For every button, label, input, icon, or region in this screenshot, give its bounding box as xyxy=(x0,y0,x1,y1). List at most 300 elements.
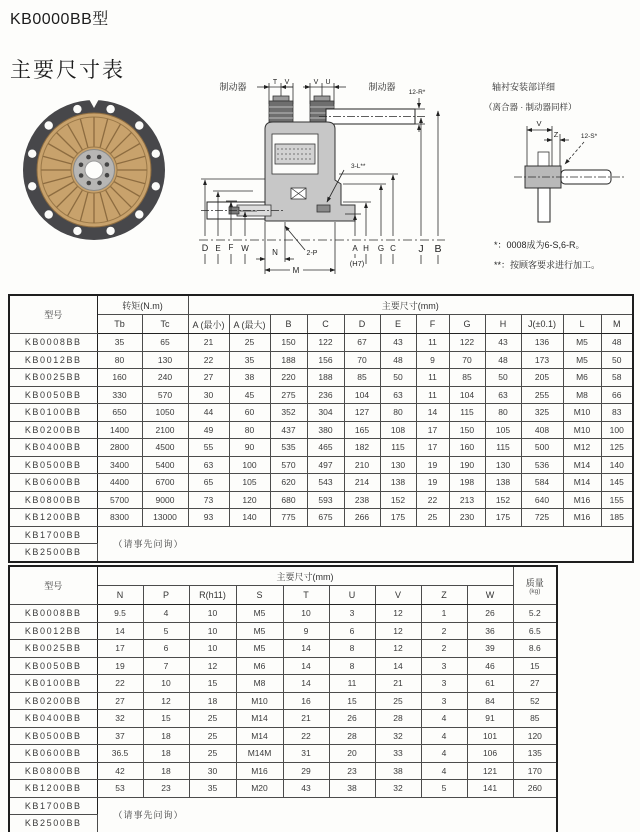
value-cell: 8300 xyxy=(97,509,142,527)
value-cell: 198 xyxy=(449,474,485,492)
value-cell: 213 xyxy=(449,491,485,509)
table-row xyxy=(9,491,633,509)
label-dim-a: A xyxy=(352,244,358,253)
value-cell: 141 xyxy=(467,780,513,798)
value-cell: 380 xyxy=(307,421,344,439)
value-cell: 155 xyxy=(601,491,633,509)
value-cell: 10 xyxy=(283,605,329,623)
value-cell: 43 xyxy=(283,780,329,798)
value-cell: 46 xyxy=(467,657,513,675)
value-cell: 214 xyxy=(344,474,380,492)
value-cell: 5700 xyxy=(97,491,142,509)
value-cell: 115 xyxy=(380,439,416,457)
label-dim-n: N xyxy=(272,248,278,257)
table-row xyxy=(9,762,557,780)
column-header-torque: 转矩(N.m) xyxy=(97,295,188,315)
value-cell: 130 xyxy=(485,456,521,474)
column-header-model: 型号 xyxy=(9,566,97,605)
value-cell: 210 xyxy=(344,456,380,474)
value-cell: M16 xyxy=(236,762,283,780)
mass-label: 质量 xyxy=(525,578,544,588)
value-cell: 48 xyxy=(380,351,416,369)
value-cell: 53 xyxy=(97,780,143,798)
value-cell: 22 xyxy=(283,727,329,745)
value-cell: 66 xyxy=(601,386,633,404)
value-cell: 535 xyxy=(270,439,307,457)
table-row xyxy=(9,727,557,745)
value-cell: 61 xyxy=(467,675,513,693)
column-header: Z xyxy=(421,586,467,605)
value-cell: 104 xyxy=(344,386,380,404)
model-cell: KB0008BB xyxy=(9,334,97,352)
label-detail-12s: 12-S* xyxy=(580,133,598,140)
value-cell: 120 xyxy=(513,727,557,745)
value-cell: 570 xyxy=(270,456,307,474)
value-cell: 30 xyxy=(189,762,236,780)
footnote-1: *：0008成为6-S,6-R。 xyxy=(494,240,585,250)
value-cell: 3 xyxy=(421,675,467,693)
value-cell: 11 xyxy=(416,369,449,387)
cross-section-diagram xyxy=(193,74,460,292)
label-dim-12r: 12-R* xyxy=(408,89,426,96)
table-row xyxy=(9,509,633,527)
value-cell: 408 xyxy=(521,421,563,439)
value-cell: 50 xyxy=(485,369,521,387)
column-header-model: 型号 xyxy=(9,295,97,334)
value-cell: 17 xyxy=(97,640,143,658)
value-cell: 63 xyxy=(485,386,521,404)
value-cell: 80 xyxy=(229,421,270,439)
label-dim-e: E xyxy=(215,244,221,253)
label-dim-v2: V xyxy=(313,79,319,86)
value-cell: 60 xyxy=(229,404,270,422)
value-cell: 165 xyxy=(344,421,380,439)
value-cell: M5 xyxy=(236,622,283,640)
value-cell: 205 xyxy=(521,369,563,387)
value-cell: 122 xyxy=(307,334,344,352)
value-cell: 35 xyxy=(189,780,236,798)
value-cell: 23 xyxy=(143,780,189,798)
value-cell: 14 xyxy=(375,657,421,675)
value-cell: 11 xyxy=(416,334,449,352)
value-cell: 84 xyxy=(467,692,513,710)
caption-brake-left: 制动器 xyxy=(219,82,247,92)
value-cell: 28 xyxy=(375,710,421,728)
model-cell: KB1200BB xyxy=(9,509,97,527)
value-cell: 44 xyxy=(188,404,229,422)
value-cell: 36 xyxy=(467,622,513,640)
value-cell: 136 xyxy=(521,334,563,352)
value-cell: 90 xyxy=(229,439,270,457)
label-dim-m: M xyxy=(292,266,300,275)
value-cell: 63 xyxy=(380,386,416,404)
table-row xyxy=(9,369,633,387)
table-row xyxy=(9,474,633,492)
value-cell: M8 xyxy=(563,386,601,404)
value-cell: 25 xyxy=(416,509,449,527)
value-cell: 12 xyxy=(375,605,421,623)
column-header: U xyxy=(329,586,375,605)
mass-unit: (kg) xyxy=(529,588,541,595)
value-cell: 325 xyxy=(521,404,563,422)
value-cell: 6700 xyxy=(142,474,188,492)
value-cell: 150 xyxy=(270,334,307,352)
value-cell: 22 xyxy=(97,675,143,693)
value-cell: 85 xyxy=(513,710,557,728)
column-header: S xyxy=(236,586,283,605)
table-row xyxy=(9,640,557,658)
model-cell: KB0050BB xyxy=(9,657,97,675)
value-cell: 14 xyxy=(283,675,329,693)
value-cell: M5 xyxy=(236,640,283,658)
value-cell: 37 xyxy=(97,727,143,745)
value-cell: 17 xyxy=(416,421,449,439)
value-cell: 135 xyxy=(513,745,557,763)
value-cell: M14 xyxy=(236,710,283,728)
model-cell: KB0050BB xyxy=(9,386,97,404)
model-cell: KB0400BB xyxy=(9,710,97,728)
value-cell: 27 xyxy=(188,369,229,387)
value-cell: 127 xyxy=(344,404,380,422)
value-cell: 18 xyxy=(143,745,189,763)
column-header: T xyxy=(283,586,329,605)
model-cell: KB0012BB xyxy=(9,622,97,640)
value-cell: 145 xyxy=(601,474,633,492)
value-cell: 36.5 xyxy=(97,745,143,763)
caption-brake-right: 制动器 xyxy=(368,82,396,92)
value-cell: 593 xyxy=(307,491,344,509)
value-cell: M12 xyxy=(563,439,601,457)
value-cell: 138 xyxy=(380,474,416,492)
value-cell: 80 xyxy=(380,404,416,422)
value-cell: 70 xyxy=(344,351,380,369)
value-cell: 65 xyxy=(142,334,188,352)
model-cell: KB0600BB xyxy=(9,474,97,492)
value-cell: 188 xyxy=(307,369,344,387)
value-cell: 6 xyxy=(143,640,189,658)
value-cell: 38 xyxy=(329,780,375,798)
column-header: F xyxy=(416,315,449,334)
value-cell: 91 xyxy=(467,710,513,728)
value-cell: 28 xyxy=(329,727,375,745)
value-cell: 188 xyxy=(270,351,307,369)
value-cell: 1050 xyxy=(142,404,188,422)
value-cell: 52 xyxy=(513,692,557,710)
value-cell: 9 xyxy=(416,351,449,369)
table-row xyxy=(9,780,557,798)
value-cell: 55 xyxy=(188,439,229,457)
model-cell: KB1700BB xyxy=(9,797,97,815)
value-cell: 22 xyxy=(188,351,229,369)
value-cell: 80 xyxy=(485,404,521,422)
column-header: R(h11) xyxy=(189,586,236,605)
value-cell: 330 xyxy=(97,386,142,404)
model-cell: KB0008BB xyxy=(9,605,97,623)
value-cell: 4 xyxy=(421,710,467,728)
value-cell: 640 xyxy=(521,491,563,509)
value-cell: 25 xyxy=(375,692,421,710)
value-cell: 32 xyxy=(97,710,143,728)
value-cell: 2 xyxy=(421,622,467,640)
model-cell: KB0500BB xyxy=(9,727,97,745)
value-cell: 19 xyxy=(97,657,143,675)
value-cell: 30 xyxy=(188,386,229,404)
value-cell: 11 xyxy=(416,386,449,404)
label-dim-c: C xyxy=(390,244,396,253)
value-cell: 22 xyxy=(416,491,449,509)
value-cell: 35 xyxy=(229,351,270,369)
value-cell: 14 xyxy=(416,404,449,422)
value-cell: 160 xyxy=(97,369,142,387)
value-cell: 9000 xyxy=(142,491,188,509)
value-cell: 80 xyxy=(97,351,142,369)
value-cell: 4 xyxy=(421,762,467,780)
value-cell: M5 xyxy=(563,334,601,352)
value-cell: 650 xyxy=(97,404,142,422)
value-cell: 105 xyxy=(485,421,521,439)
section-title: 主要尺寸表 xyxy=(10,59,125,82)
column-header: H xyxy=(485,315,521,334)
value-cell: 352 xyxy=(270,404,307,422)
value-cell: 8 xyxy=(329,657,375,675)
table-row xyxy=(9,797,557,815)
value-cell: 5 xyxy=(421,780,467,798)
value-cell: 236 xyxy=(307,386,344,404)
model-cell: KB0600BB xyxy=(9,745,97,763)
value-cell: 220 xyxy=(270,369,307,387)
value-cell: 29 xyxy=(283,762,329,780)
value-cell: 12 xyxy=(375,640,421,658)
value-cell: 140 xyxy=(601,456,633,474)
value-cell: 25 xyxy=(189,710,236,728)
value-cell: 5400 xyxy=(142,456,188,474)
model-cell: KB0025BB xyxy=(9,369,97,387)
value-cell: 38 xyxy=(229,369,270,387)
value-cell: M6 xyxy=(563,369,601,387)
value-cell: 18 xyxy=(189,692,236,710)
value-cell: 12 xyxy=(143,692,189,710)
table-row xyxy=(9,456,633,474)
value-cell: 85 xyxy=(449,369,485,387)
value-cell: 31 xyxy=(283,745,329,763)
value-cell: 175 xyxy=(485,509,521,527)
column-header: A (最小) xyxy=(188,315,229,334)
column-header: J(±0.1) xyxy=(521,315,563,334)
value-cell: 7 xyxy=(143,657,189,675)
value-cell: 6.5 xyxy=(513,622,557,640)
value-cell: 27 xyxy=(513,675,557,693)
value-cell: 266 xyxy=(344,509,380,527)
value-cell: 43 xyxy=(380,334,416,352)
value-cell: 106 xyxy=(467,745,513,763)
value-cell: 21 xyxy=(188,334,229,352)
value-cell: 497 xyxy=(307,456,344,474)
value-cell: 16 xyxy=(283,692,329,710)
product-photo xyxy=(10,97,186,244)
value-cell: M16 xyxy=(563,491,601,509)
value-cell: 138 xyxy=(485,474,521,492)
value-cell: 3400 xyxy=(97,456,142,474)
label-dim-u: U xyxy=(325,79,331,86)
value-cell: 73 xyxy=(188,491,229,509)
value-cell: 18 xyxy=(143,727,189,745)
value-cell: 50 xyxy=(380,369,416,387)
column-header: L xyxy=(563,315,601,334)
model-cell: KB0100BB xyxy=(9,404,97,422)
value-cell: 9 xyxy=(283,622,329,640)
value-cell: 48 xyxy=(601,334,633,352)
value-cell: 35 xyxy=(97,334,142,352)
value-cell: 48 xyxy=(485,351,521,369)
value-cell: 33 xyxy=(375,745,421,763)
model-cell: KB0800BB xyxy=(9,762,97,780)
value-cell: 11 xyxy=(329,675,375,693)
value-cell: 38 xyxy=(375,762,421,780)
value-cell: 3 xyxy=(421,657,467,675)
table-row xyxy=(9,351,633,369)
value-cell: 100 xyxy=(229,456,270,474)
dimension-table-2 xyxy=(8,565,558,832)
table-row xyxy=(9,526,633,544)
value-cell: 45 xyxy=(229,386,270,404)
column-header-dims: 主要尺寸(mm) xyxy=(97,566,513,586)
column-header: C xyxy=(307,315,344,334)
table-row xyxy=(9,421,633,439)
value-cell: 3 xyxy=(329,605,375,623)
bushing-detail-diagram xyxy=(458,76,640,294)
table-row xyxy=(9,334,633,352)
value-cell: 115 xyxy=(485,439,521,457)
value-cell: 570 xyxy=(142,386,188,404)
value-cell: M16 xyxy=(563,509,601,527)
value-cell: 173 xyxy=(521,351,563,369)
column-header: W xyxy=(467,586,513,605)
value-cell: M10 xyxy=(563,421,601,439)
value-cell: 140 xyxy=(229,509,270,527)
value-cell: 13000 xyxy=(142,509,188,527)
column-header: V xyxy=(375,586,421,605)
value-cell: M10 xyxy=(563,404,601,422)
label-dim-f: F xyxy=(228,243,234,252)
table-row xyxy=(9,622,557,640)
value-cell: 26 xyxy=(329,710,375,728)
value-cell: 50 xyxy=(601,351,633,369)
label-dim-h: H xyxy=(363,244,369,253)
value-cell: 536 xyxy=(521,456,563,474)
value-cell: 27 xyxy=(97,692,143,710)
model-cell: KB0025BB xyxy=(9,640,97,658)
column-header: N xyxy=(97,586,143,605)
value-cell: 19 xyxy=(416,474,449,492)
model-cell: KB1700BB xyxy=(9,526,97,544)
value-cell: 26 xyxy=(467,605,513,623)
value-cell: 5 xyxy=(143,622,189,640)
detail-subtitle: （离合器 · 制动器同样） xyxy=(484,102,577,112)
value-cell: 21 xyxy=(375,675,421,693)
value-cell: 130 xyxy=(380,456,416,474)
column-header: D xyxy=(344,315,380,334)
value-cell: 4 xyxy=(421,745,467,763)
table-row xyxy=(9,605,557,623)
value-cell: 67 xyxy=(344,334,380,352)
value-cell: 185 xyxy=(601,509,633,527)
label-h7: (H7) xyxy=(349,259,365,268)
value-cell: 160 xyxy=(449,439,485,457)
model-cell: KB2500BB xyxy=(9,815,97,832)
value-cell: 3 xyxy=(421,692,467,710)
label-dim-d: D xyxy=(201,243,209,253)
value-cell: 49 xyxy=(188,421,229,439)
value-cell: 93 xyxy=(188,509,229,527)
dimension-table-1 xyxy=(8,294,634,563)
column-header: E xyxy=(380,315,416,334)
value-cell: 675 xyxy=(307,509,344,527)
value-cell: M20 xyxy=(236,780,283,798)
value-cell: 255 xyxy=(521,386,563,404)
value-cell: M5 xyxy=(236,605,283,623)
value-cell: 83 xyxy=(601,404,633,422)
table-row xyxy=(9,745,557,763)
value-cell: M14 xyxy=(236,727,283,745)
value-cell: 15 xyxy=(143,710,189,728)
model-cell: KB0100BB xyxy=(9,675,97,693)
model-cell: KB2500BB xyxy=(9,544,97,562)
value-cell: 32 xyxy=(375,727,421,745)
value-cell: 104 xyxy=(449,386,485,404)
value-cell: 19 xyxy=(416,456,449,474)
label-callout-3l: 3-L** xyxy=(351,163,366,170)
value-cell: 32 xyxy=(375,780,421,798)
value-cell: 8.6 xyxy=(513,640,557,658)
value-cell: 15 xyxy=(189,675,236,693)
model-cell: KB0800BB xyxy=(9,491,97,509)
table-row xyxy=(9,439,633,457)
value-cell: 5.2 xyxy=(513,605,557,623)
label-detail-z: Z xyxy=(553,130,559,139)
value-cell: 58 xyxy=(601,369,633,387)
value-cell: 543 xyxy=(307,474,344,492)
value-cell: 25 xyxy=(229,334,270,352)
value-cell: 170 xyxy=(513,762,557,780)
value-cell: 10 xyxy=(189,605,236,623)
value-cell: 680 xyxy=(270,491,307,509)
page-title: KB0000BB型 xyxy=(10,11,109,28)
column-header-mass xyxy=(513,566,557,605)
label-dim-g: G xyxy=(377,244,385,253)
value-cell: 21 xyxy=(283,710,329,728)
value-cell: 15 xyxy=(513,657,557,675)
table-row xyxy=(9,710,557,728)
value-cell: 175 xyxy=(380,509,416,527)
value-cell: M6 xyxy=(236,657,283,675)
label-dim-b: B xyxy=(434,243,442,255)
value-cell: 240 xyxy=(142,369,188,387)
value-cell: 465 xyxy=(307,439,344,457)
label-dim-v1: V xyxy=(284,79,290,86)
value-cell: 10 xyxy=(189,640,236,658)
table-row xyxy=(9,386,633,404)
value-cell: 18 xyxy=(143,762,189,780)
value-cell: M5 xyxy=(563,351,601,369)
value-cell: 4 xyxy=(143,605,189,623)
value-cell: 10 xyxy=(189,622,236,640)
value-cell: 25 xyxy=(189,727,236,745)
value-cell: 20 xyxy=(329,745,375,763)
value-cell: 125 xyxy=(601,439,633,457)
column-header: G xyxy=(449,315,485,334)
value-cell: 108 xyxy=(380,421,416,439)
center-bore xyxy=(85,161,103,179)
